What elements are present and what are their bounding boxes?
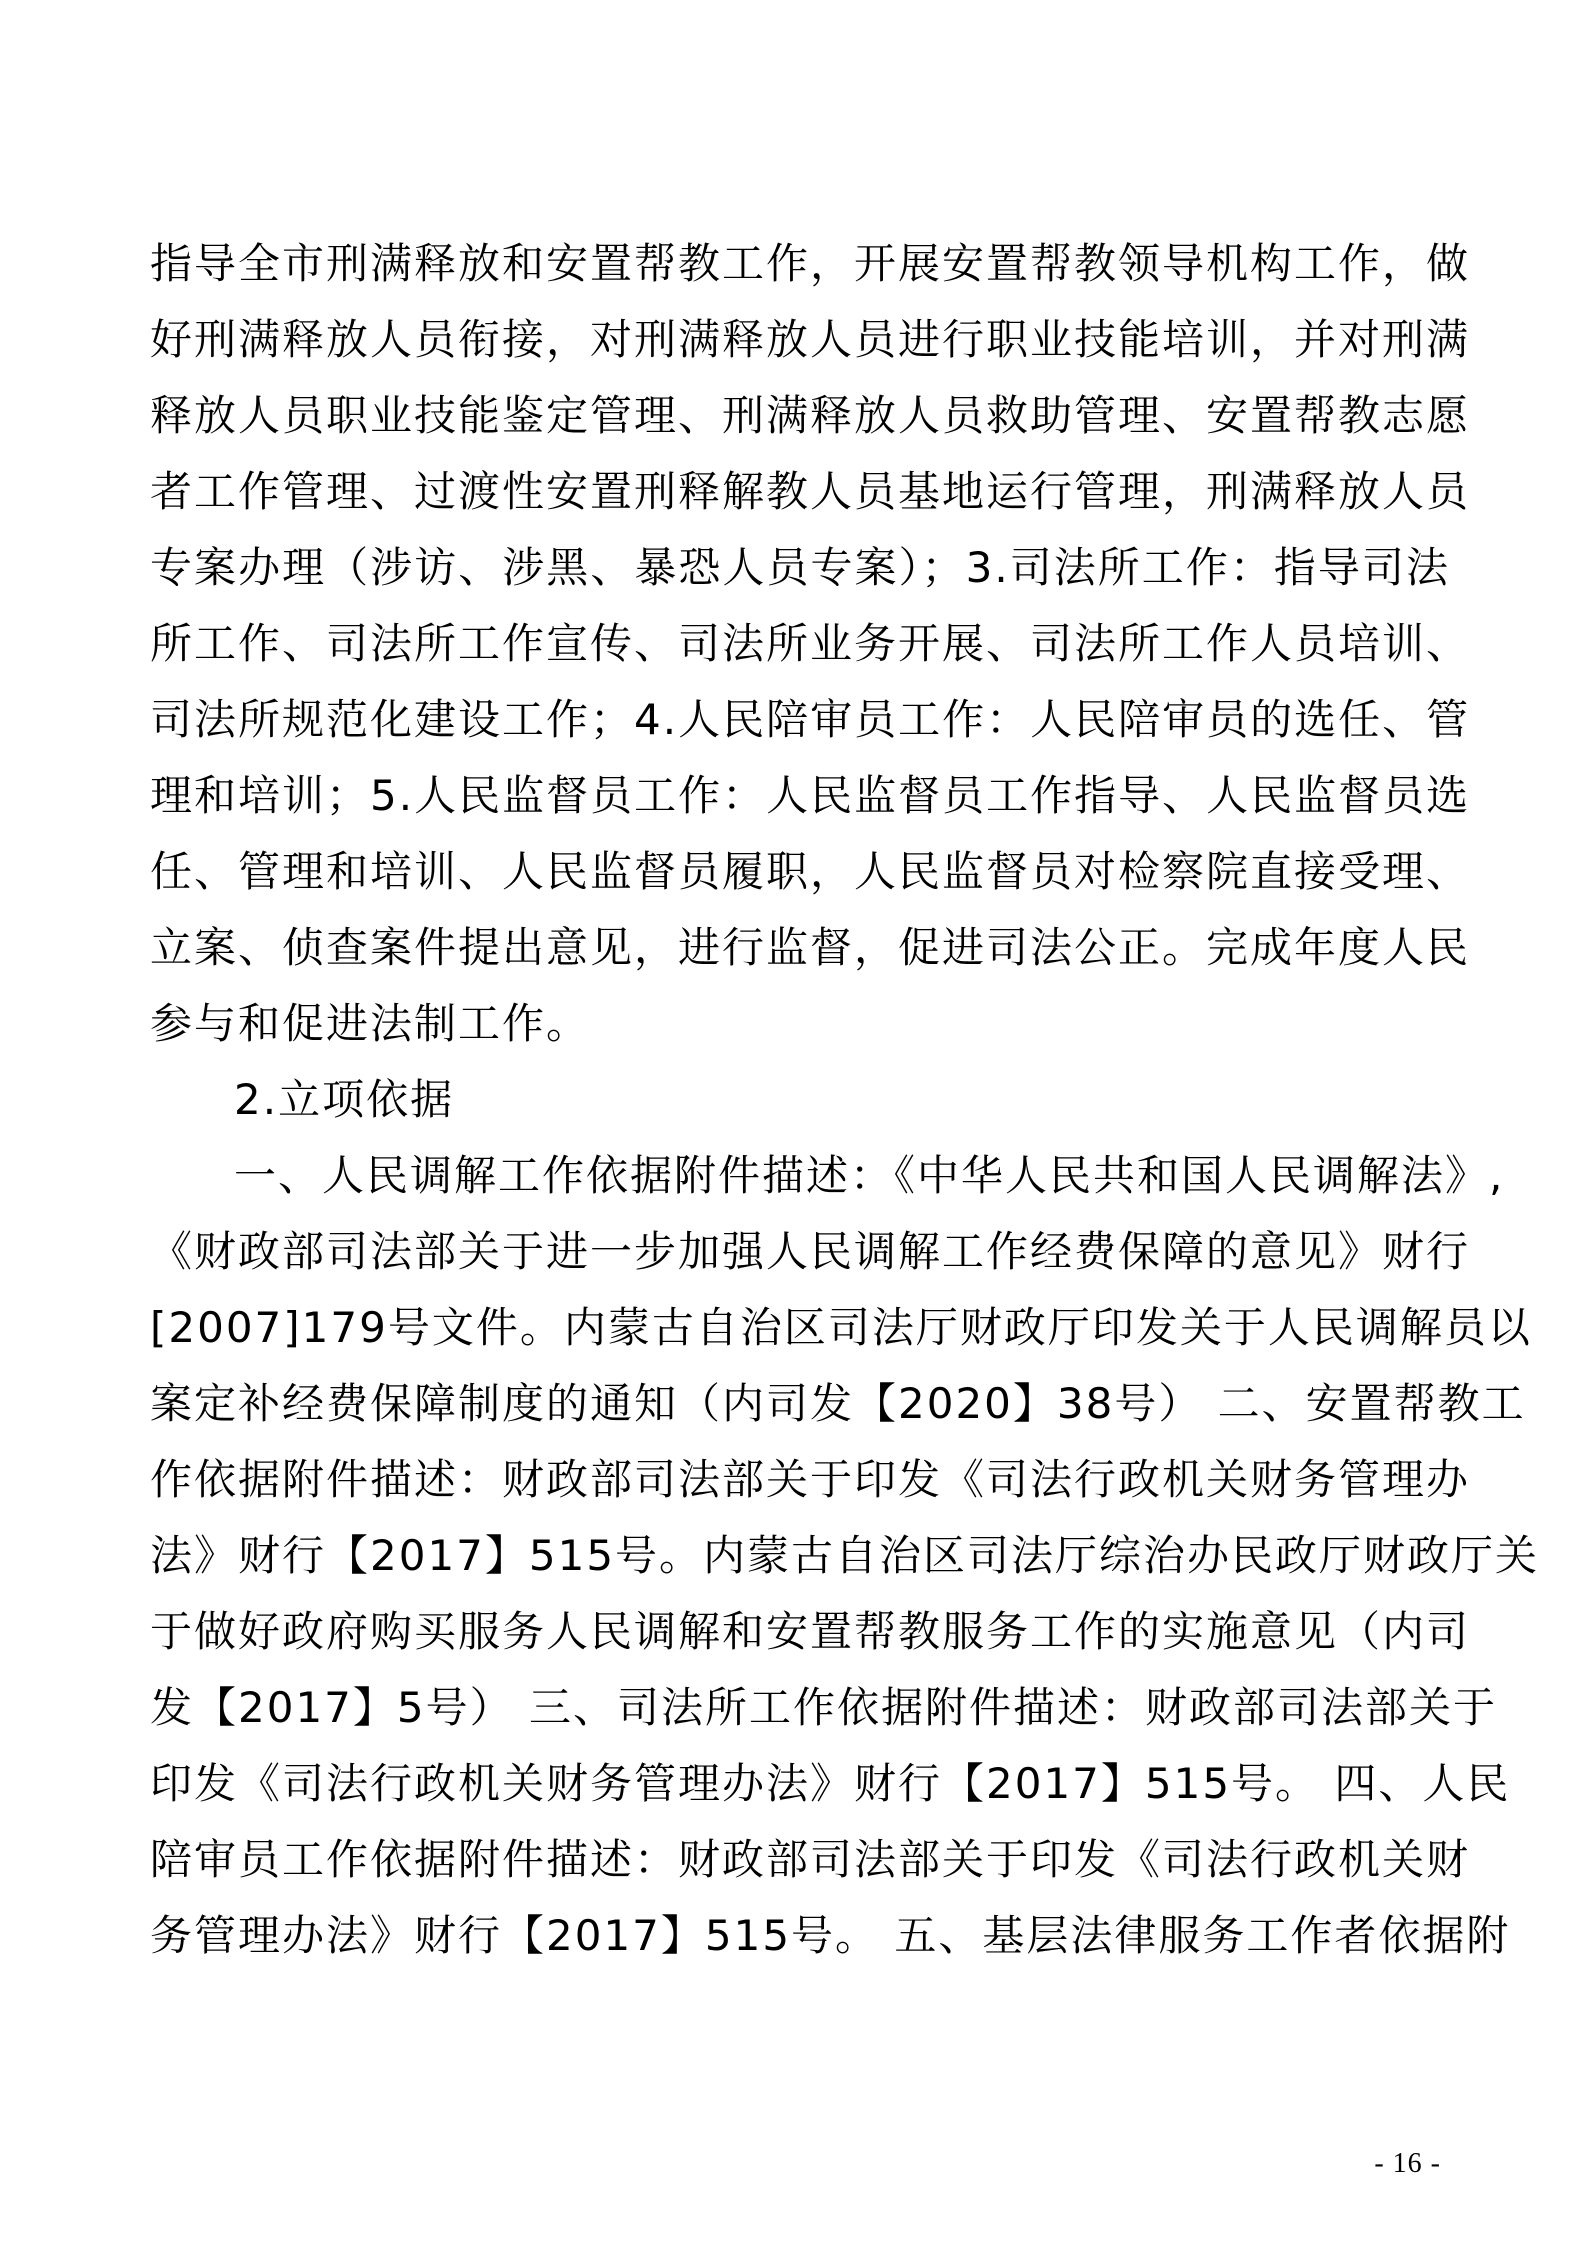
text-line: 发【2017】5号） 三、司法所工作依据附件描述：财政部司法部关于 <box>150 1683 1497 1732</box>
text-line: 理和培训；5.人民监督员工作：人民监督员工作指导、人民监督员选 <box>150 771 1471 820</box>
text-line: 法》财行【2017】515号。内蒙古自治区司法厅综治办民政厅财政厅关 <box>150 1531 1540 1580</box>
text-line: 所工作、司法所工作宣传、司法所业务开展、司法所工作人员培训、 <box>150 619 1471 668</box>
text-line: 司法所规范化建设工作；4.人民陪审员工作：人民陪审员的选任、管 <box>150 695 1471 744</box>
text-line: 者工作管理、过渡性安置刑释解教人员基地运行管理，刑满释放人员 <box>150 467 1471 516</box>
text-line: 指导全市刑满释放和安置帮教工作，开展安置帮教领导机构工作，做 <box>150 239 1471 288</box>
text-line: 印发《司法行政机关财务管理办法》财行【2017】515号。 四、人民 <box>150 1759 1511 1808</box>
text-line: 于做好政府购买服务人民调解和安置帮教服务工作的实施意见（内司 <box>150 1607 1471 1656</box>
text-line: 释放人员职业技能鉴定管理、刑满释放人员救助管理、安置帮教志愿 <box>150 391 1471 440</box>
text-line: 陪审员工作依据附件描述：财政部司法部关于印发《司法行政机关财 <box>150 1835 1471 1884</box>
page-number: - 16 - <box>1374 2148 1441 2179</box>
text-line: 《财政部司法部关于进一步加强人民调解工作经费保障的意见》财行 <box>150 1227 1471 1276</box>
text-line: 任、管理和培训、人民监督员履职，人民监督员对检察院直接受理、 <box>150 847 1471 896</box>
text-line: 专案办理（涉访、涉黑、暴恐人员专案）；3.司法所工作：指导司法 <box>150 543 1450 592</box>
text-line: 案定补经费保障制度的通知（内司发【2020】38号） 二、安置帮教工 <box>150 1379 1526 1428</box>
text-line: 参与和促进法制工作。 <box>150 999 591 1048</box>
text-line: [2007]179号文件。内蒙古自治区司法厅财政厅印发关于人民调解员以 <box>150 1303 1532 1352</box>
text-line: 作依据附件描述：财政部司法部关于印发《司法行政机关财务管理办 <box>150 1455 1471 1504</box>
text-line: 一、人民调解工作依据附件描述：《中华人民共和国人民调解法》, <box>234 1151 1505 1200</box>
text-line: 立案、侦查案件提出意见，进行监督，促进司法公正。完成年度人民 <box>150 923 1471 972</box>
text-line: 务管理办法》财行【2017】515号。 五、基层法律服务工作者依据附 <box>150 1911 1511 1960</box>
section-heading: 2.立项依据 <box>234 1075 455 1124</box>
text-line: 好刑满释放人员衔接，对刑满释放人员进行职业技能培训，并对刑满 <box>150 315 1471 364</box>
body-text <box>150 226 1540 1974</box>
